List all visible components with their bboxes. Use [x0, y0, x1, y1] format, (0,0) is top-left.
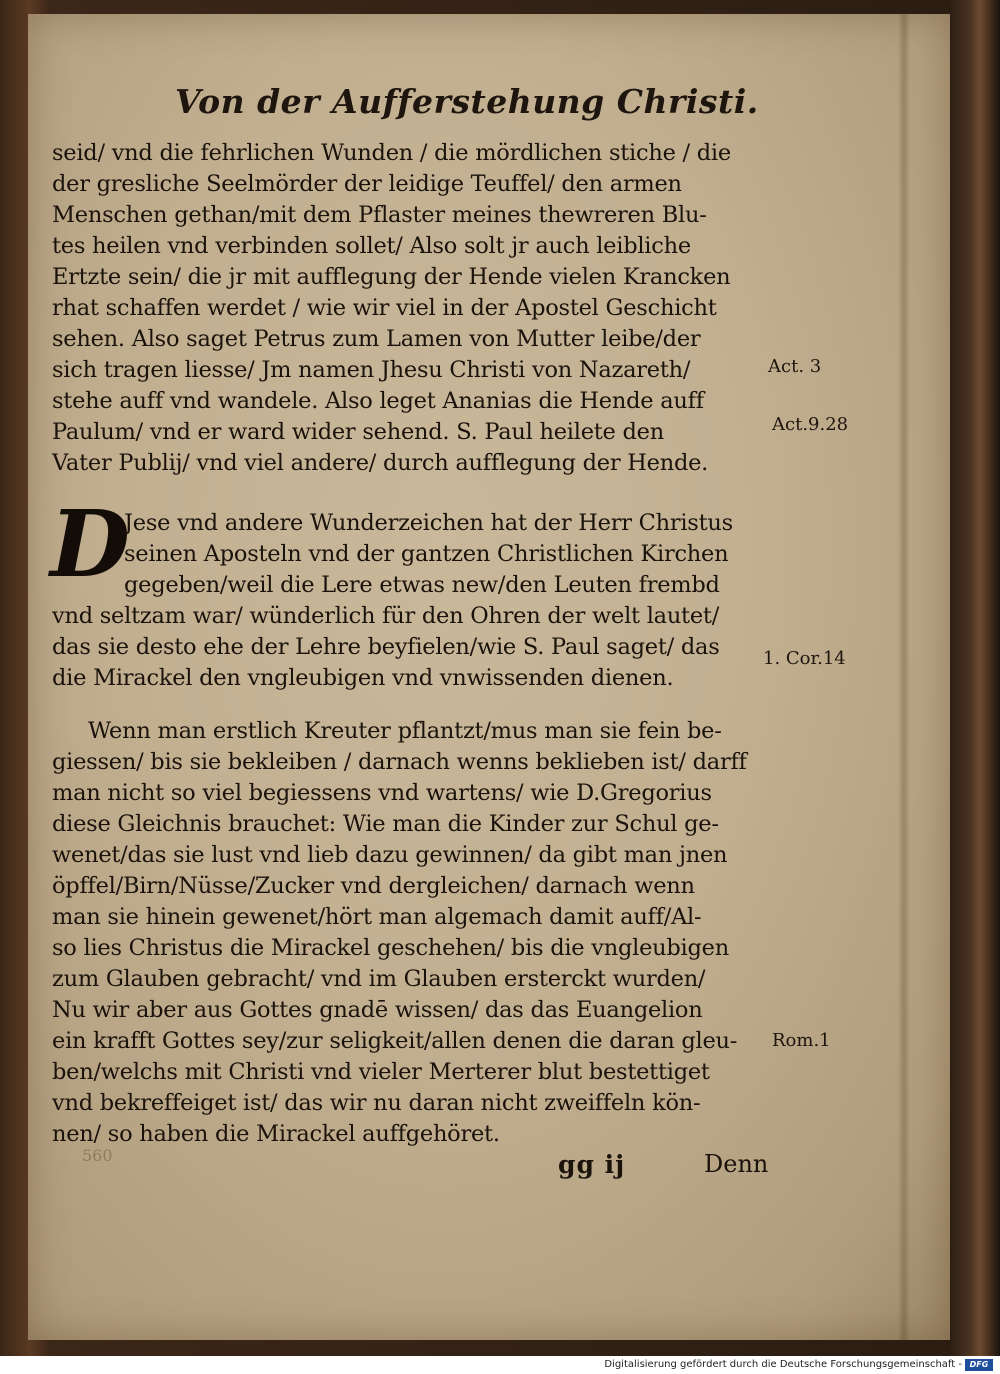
- text-line: giessen/ bis sie bekleiben / darnach wenns beklieben ist/ darff: [52, 749, 747, 775]
- margin-note-acts-9: Act.9.28: [772, 414, 849, 435]
- paragraph-1: [52, 138, 764, 479]
- margin-note-cor-14: 1. Cor.14: [763, 648, 846, 669]
- text-line: Paulum/ vnd er ward wider sehend. S. Paul heilete den: [52, 419, 664, 445]
- text-line: ein krafft Gottes sey/zur seligkeit/allen denen die daran gleu-: [52, 1028, 738, 1054]
- text-line: vnd seltzam war/ wünderlich für den Ohren der welt lautet/: [52, 603, 720, 629]
- running-head: Von der Aufferstehung Christi.: [175, 82, 759, 121]
- margin-note-acts-3: Act. 3: [768, 356, 822, 377]
- text-line: das sie desto ehe der Lehre beyfielen/wie S. Paul saget/ das: [52, 634, 720, 660]
- drop-cap-initial: D: [50, 490, 130, 598]
- text-line: Jese vnd andere Wunderzeichen hat der Herr Christus: [124, 510, 733, 536]
- text-line: stehe auff vnd wandele. Also leget Ananias die Hende auff: [52, 388, 704, 414]
- footer-credit: Digitalisierung gefördert durch die Deutsche Forschungsgemeinschaft -: [604, 1359, 962, 1370]
- text-line: so lies Christus die Mirackel geschehen/ bis die vngleubigen: [52, 935, 729, 961]
- text-line: nen/ so haben die Mirackel auffgehöret.: [52, 1121, 500, 1147]
- text-line: sich tragen liesse/ Jm namen Jhesu Christi von Nazareth/: [52, 357, 691, 383]
- margin-note-rom-1: Rom.1: [772, 1030, 831, 1051]
- dfg-logo: DFG: [965, 1359, 993, 1371]
- text-line: seid/ vnd die fehrlichen Wunden / die mördlichen stiche / die: [52, 140, 731, 166]
- text-line: öpffel/Birn/Nüsse/Zucker vnd dergleichen/ darnach wenn: [52, 873, 695, 899]
- text-line: man sie hinein gewenet/hört man algemach damit auff/Al-: [52, 904, 702, 930]
- text-line: gegeben/weil die Lere etwas new/den Leuten frembd: [124, 572, 720, 598]
- text-line: tes heilen vnd verbinden sollet/ Also solt jr auch leibliche: [52, 233, 691, 259]
- text-line: diese Gleichnis brauchet: Wie man die Kinder zur Schul ge-: [52, 811, 719, 837]
- signature-mark: gg ij: [558, 1150, 626, 1179]
- text-line: Wenn man erstlich Kreuter pflantzt/mus man sie fein be-: [88, 718, 722, 744]
- book-gutter: [950, 0, 1000, 1356]
- text-line: vnd bekreffeiget ist/ das wir nu daran nicht zweiffeln kön-: [52, 1090, 701, 1116]
- text-line: die Mirackel den vngleubigen vnd vnwissenden dienen.: [52, 665, 674, 691]
- paragraph-2: [52, 508, 764, 694]
- text-line: der gresliche Seelmörder der leidige Teuffel/ den armen: [52, 171, 682, 197]
- faint-page-mark: 560: [82, 1146, 113, 1165]
- text-line: man nicht so viel begiessens vnd wartens/ wie D.Gregorius: [52, 780, 712, 806]
- text-line: zum Glauben gebracht/ vnd im Glauben ersterckt wurden/: [52, 966, 706, 992]
- text-line: Menschen gethan/mit dem Pflaster meines thewreren Blu-: [52, 202, 707, 228]
- text-line: wenet/das sie lust vnd lieb dazu gewinnen/ da gibt man jnen: [52, 842, 728, 868]
- paragraph-3: [52, 716, 764, 1150]
- text-line: seinen Aposteln vnd der gantzen Christlichen Kirchen: [124, 541, 729, 567]
- text-line: sehen. Also saget Petrus zum Lamen von Mutter leibe/der: [52, 326, 701, 352]
- catchword: Denn: [704, 1150, 769, 1178]
- text-line: ben/welchs mit Christi vnd vieler Merterer blut bestettiget: [52, 1059, 710, 1085]
- text-line: Vater Publij/ vnd viel andere/ durch aufflegung der Hende.: [52, 450, 709, 476]
- text-line: Nu wir aber aus Gottes gnadē wissen/ das das Euangelion: [52, 997, 703, 1023]
- text-line: rhat schaffen werdet / wie wir viel in der Apostel Geschicht: [52, 295, 717, 321]
- text-line: Ertzte sein/ die jr mit aufflegung der Hende vielen Krancken: [52, 264, 731, 290]
- page-edge-shadow: [898, 14, 910, 1340]
